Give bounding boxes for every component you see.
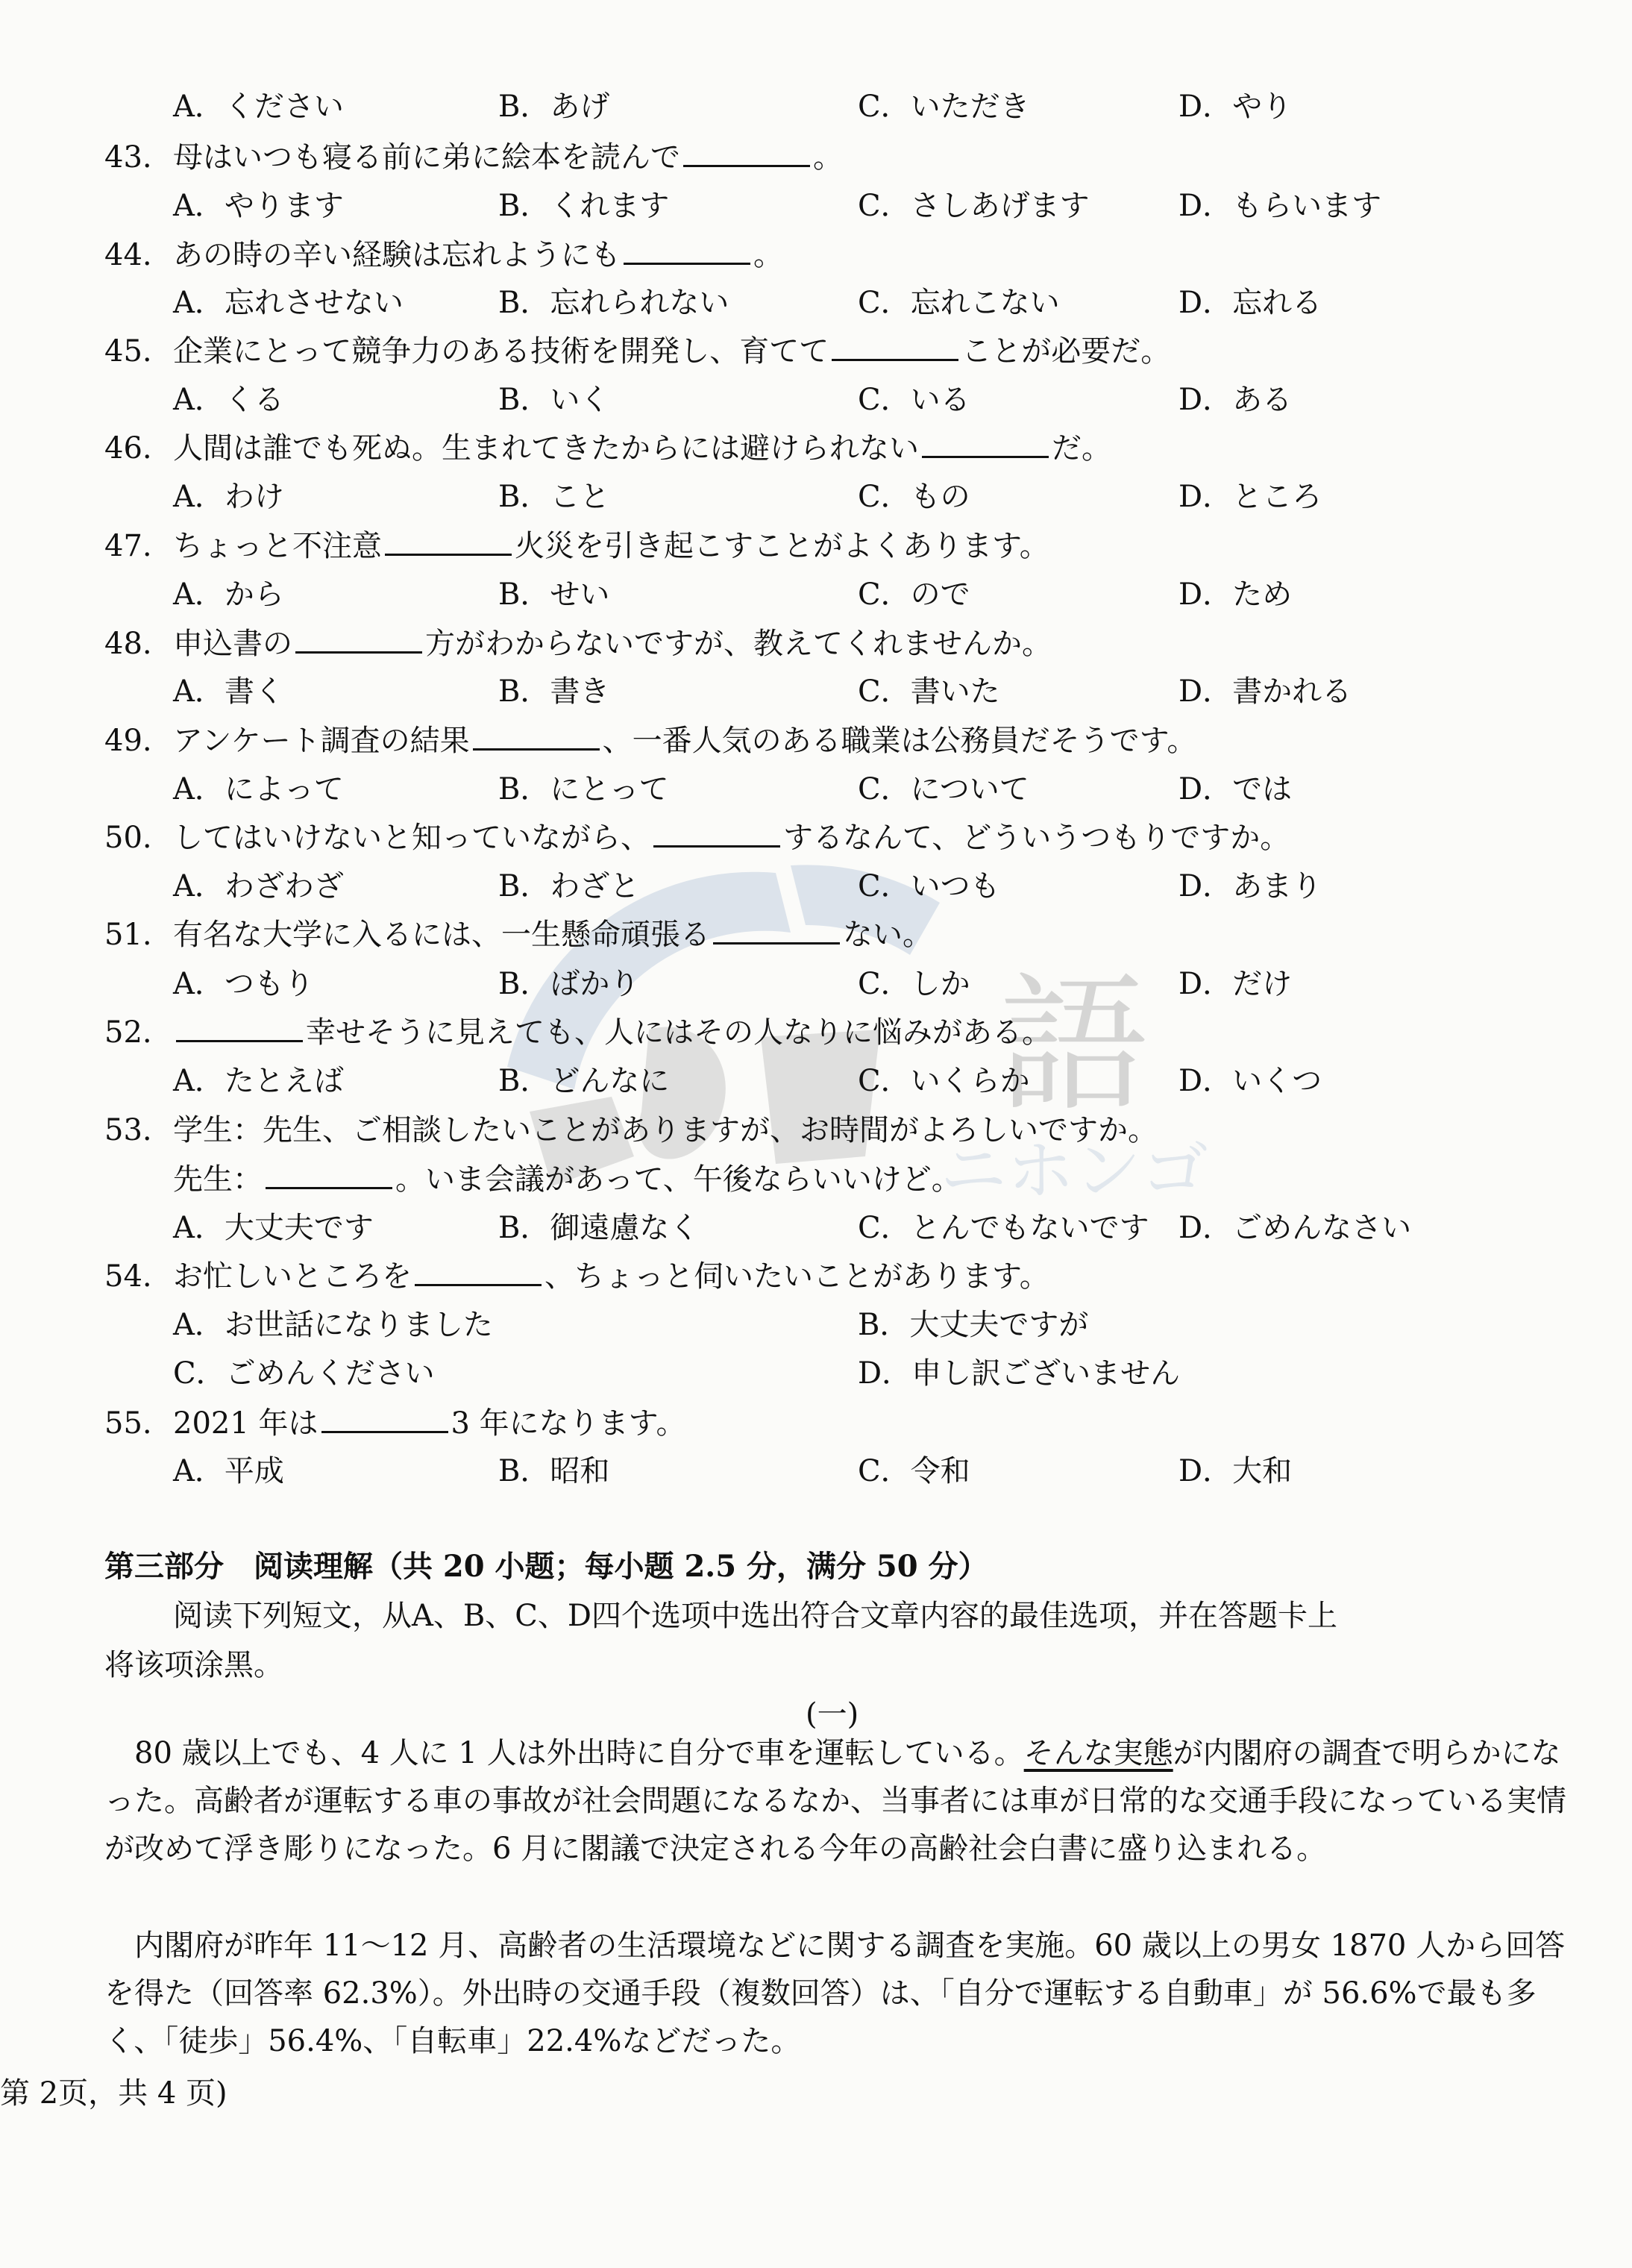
question-text-pre: あの時の辛い経験は忘れようにも — [173, 238, 621, 272]
passage-paragraph-1 — [104, 1729, 1566, 1873]
question-text-pre: ちょっと不注意 — [173, 529, 382, 563]
watermark-main-text: 語 — [999, 959, 1149, 1133]
question-text — [173, 1404, 685, 1443]
question-number: 51. — [104, 918, 152, 952]
option-b: B．あげ — [498, 90, 610, 124]
answer-blank — [922, 430, 1049, 458]
option-b: B．にとって — [498, 772, 669, 806]
option-d: D．書かれる — [1179, 674, 1352, 709]
answer-blank — [295, 626, 422, 654]
option-a: A．書く — [173, 674, 284, 709]
option-c: C．いる — [858, 383, 970, 417]
question-number: 52. — [104, 1015, 152, 1050]
question-text — [173, 332, 1170, 371]
answer-blank — [713, 917, 840, 945]
option-d: D．ごめんなさい — [1179, 1211, 1412, 1245]
question-text-post: 3 年になります。 — [451, 1406, 686, 1441]
answer-blank — [473, 723, 600, 751]
option-a: A．大丈夫です — [173, 1211, 374, 1245]
option-c: C．いただき — [858, 90, 1030, 124]
option-a: A．つもり — [173, 967, 314, 1001]
answer-blank — [415, 1259, 542, 1286]
question-text — [173, 429, 1111, 468]
question-number: 44. — [104, 238, 152, 272]
question-text — [173, 1257, 1049, 1296]
question-text-post: 。いま会議があって、午後ならいいけど。 — [395, 1162, 961, 1197]
option-c: C．とんでもないです — [858, 1211, 1149, 1245]
question-text — [173, 527, 1049, 566]
watermark-sub-text: ニホンゴ — [940, 1132, 1208, 1210]
option-a: A．お世話になりました — [173, 1308, 493, 1342]
question-number: 49. — [104, 724, 152, 758]
question-number: 47. — [104, 529, 152, 563]
question-text-pre: アンケート調査の結果 — [173, 724, 470, 758]
question-text-line1: 学生：先生、ご相談したいことがありますが、お時間がよろしいですか。 — [173, 1113, 1158, 1147]
section-instruction-line1: 阅读下列短文，从A、B、C、D四个选项中选出符合文章内容的最佳选项，并在答题卡上 — [173, 1599, 1337, 1633]
question-number: 54. — [104, 1259, 152, 1294]
question-number: 53. — [104, 1113, 152, 1147]
option-a: A．平成 — [173, 1454, 284, 1488]
answer-blank — [653, 820, 780, 848]
question-text-pre: 企業にとって競争力のある技術を開発し、育てて — [173, 334, 829, 369]
question-text — [173, 1013, 1052, 1052]
answer-blank — [385, 528, 512, 556]
option-c: C．さしあげます — [858, 189, 1090, 223]
option-c: C．もの — [858, 480, 970, 514]
question-text — [173, 818, 1290, 857]
option-d: D．ある — [1179, 383, 1293, 417]
option-b: B．こと — [498, 480, 610, 514]
question-text-post: 火災を引き起こすことがよくあります。 — [515, 529, 1049, 563]
question-text — [173, 236, 783, 275]
question-text-post: 。 — [813, 140, 843, 175]
answer-blank — [266, 1162, 392, 1189]
question-text — [173, 138, 843, 177]
option-b: B．どんなに — [498, 1064, 670, 1098]
answer-blank — [832, 333, 958, 361]
question-text-post: 、ちょっと伺いたいことがあります。 — [544, 1259, 1049, 1294]
option-b: B．忘れられない — [498, 286, 729, 320]
question-text-pre: お忙しいところを — [173, 1259, 412, 1294]
question-text-post: 方がわからないですが、教えてくれませんか。 — [425, 627, 1052, 661]
option-c: C．ので — [858, 577, 970, 612]
option-d: D．もらいます — [1179, 189, 1382, 223]
question-text-post: 幸せそうに見えても、人にはその人なりに悩みがある。 — [306, 1015, 1052, 1050]
option-c: C．令和 — [858, 1454, 970, 1488]
option-b: B．せい — [498, 577, 610, 612]
answer-blank — [321, 1406, 448, 1433]
question-number: 48. — [104, 627, 152, 661]
option-c: C．忘れこない — [858, 286, 1060, 320]
section-heading: 第三部分 阅读理解（共 20 小题；每小题 2.5 分，满分 50 分） — [104, 1549, 988, 1584]
question-number: 46. — [104, 431, 152, 466]
answer-blank — [624, 237, 750, 265]
option-a: A．くる — [173, 383, 284, 417]
option-b: B．昭和 — [498, 1454, 610, 1488]
underlined-phrase: そんな実態 — [1023, 1736, 1173, 1770]
option-c: C．書いた — [858, 674, 1000, 709]
option-a: A．わざわざ — [173, 869, 344, 903]
option-d: D．あまり — [1179, 869, 1322, 903]
option-d: D．申し訳ございません — [858, 1356, 1181, 1391]
option-d: D．だけ — [1179, 967, 1293, 1001]
passage-number: (一) — [806, 1697, 859, 1732]
passage-paragraph-2: 内閣府が昨年 11～12 月、高齢者の生活環境などに関する調査を実施。60 歳以上の男女 1870 人から回答を得た（回答率 62.3%）。外出時の交通手段（複数回答）は、「自分で運転する自動車」が 56.6%で最も多く、「徒歩」56.4%、「自転車」22.4%などだった。 — [104, 1929, 1566, 2058]
option-a: A．わけ — [173, 480, 284, 514]
question-number: 45. — [104, 334, 152, 369]
question-text-pre: 有名な大学に入るには、一生懸命頑張る — [173, 918, 710, 952]
option-b: B．わざと — [498, 869, 640, 903]
question-number: 55. — [104, 1406, 152, 1441]
option-b: B．ばかり — [498, 967, 640, 1001]
question-text-pre: 2021 年は — [173, 1406, 318, 1441]
question-text-line2 — [173, 1160, 961, 1199]
option-c: C．ごめんください — [173, 1356, 435, 1391]
question-text-pre: してはいけないと知っていながら、 — [173, 821, 650, 855]
answer-blank — [683, 140, 810, 167]
option-d: D．いくつ — [1179, 1064, 1322, 1098]
option-c: C．いつも — [858, 869, 1000, 903]
option-d: D．ため — [1179, 577, 1293, 612]
option-a: A．やります — [173, 189, 344, 223]
passage-text: 80 歳以上でも、4 人に 1 人は外出時に自分で車を運転している。 — [134, 1736, 1024, 1770]
option-d: D．ところ — [1179, 480, 1322, 514]
question-number: 50. — [104, 821, 152, 855]
question-text-post: ない。 — [843, 918, 932, 952]
question-text-post: 。 — [753, 238, 783, 272]
option-b: B．いく — [498, 383, 610, 417]
question-text-pre: 申込書の — [173, 627, 292, 661]
question-text-post: ことが必要だ。 — [961, 334, 1171, 369]
question-text-pre: 先生： — [173, 1162, 263, 1197]
question-number: 43. — [104, 140, 152, 175]
passage-text: が内閣府の調査で明らかになった。高齢者が運転する車の事故が社会問題になるなか、当事者には車が日常的な交通手段になっている実情が改めて浮き彫りになった。6 月に閣議で決定される今年の高齢社会白書に盛り込まれる。 — [104, 1736, 1566, 1866]
option-d: D．では — [1179, 772, 1293, 806]
option-a: A．によって — [173, 772, 344, 806]
question-text-post: だ。 — [1052, 431, 1111, 466]
option-b: B．書き — [498, 674, 610, 709]
question-text — [173, 721, 1196, 760]
question-text-pre: 人間は誰でも死ぬ。生まれてきたからには避けられない — [173, 431, 919, 466]
option-c: C．しか — [858, 967, 970, 1001]
question-text — [173, 624, 1052, 663]
question-text — [173, 915, 932, 954]
page-footer: 第 2页，共 4 页) — [0, 2076, 227, 2111]
option-b: B．大丈夫ですが — [858, 1308, 1089, 1342]
option-a: A．ください — [173, 90, 344, 124]
question-text-pre: 母はいつも寝る前に弟に絵本を読んで — [173, 140, 680, 175]
section-instruction-line2: 将该项涂黑。 — [104, 1648, 283, 1682]
option-b: B．くれます — [498, 189, 670, 223]
answer-blank — [176, 1015, 303, 1042]
option-d: D．大和 — [1179, 1454, 1293, 1488]
option-d: D．やり — [1179, 90, 1293, 124]
option-c: C．いくらか — [858, 1064, 1030, 1098]
question-text-post: するなんて、どういうつもりですか。 — [783, 821, 1290, 855]
option-a: A．たとえば — [173, 1064, 344, 1098]
option-b: B．御遠慮なく — [498, 1211, 700, 1245]
option-a: A．から — [173, 577, 284, 612]
option-d: D．忘れる — [1179, 286, 1322, 320]
question-text-post: 、一番人気のある職業は公務員だそうです。 — [602, 724, 1197, 758]
option-a: A．忘れさせない — [173, 286, 404, 320]
option-c: C．について — [858, 772, 1029, 806]
